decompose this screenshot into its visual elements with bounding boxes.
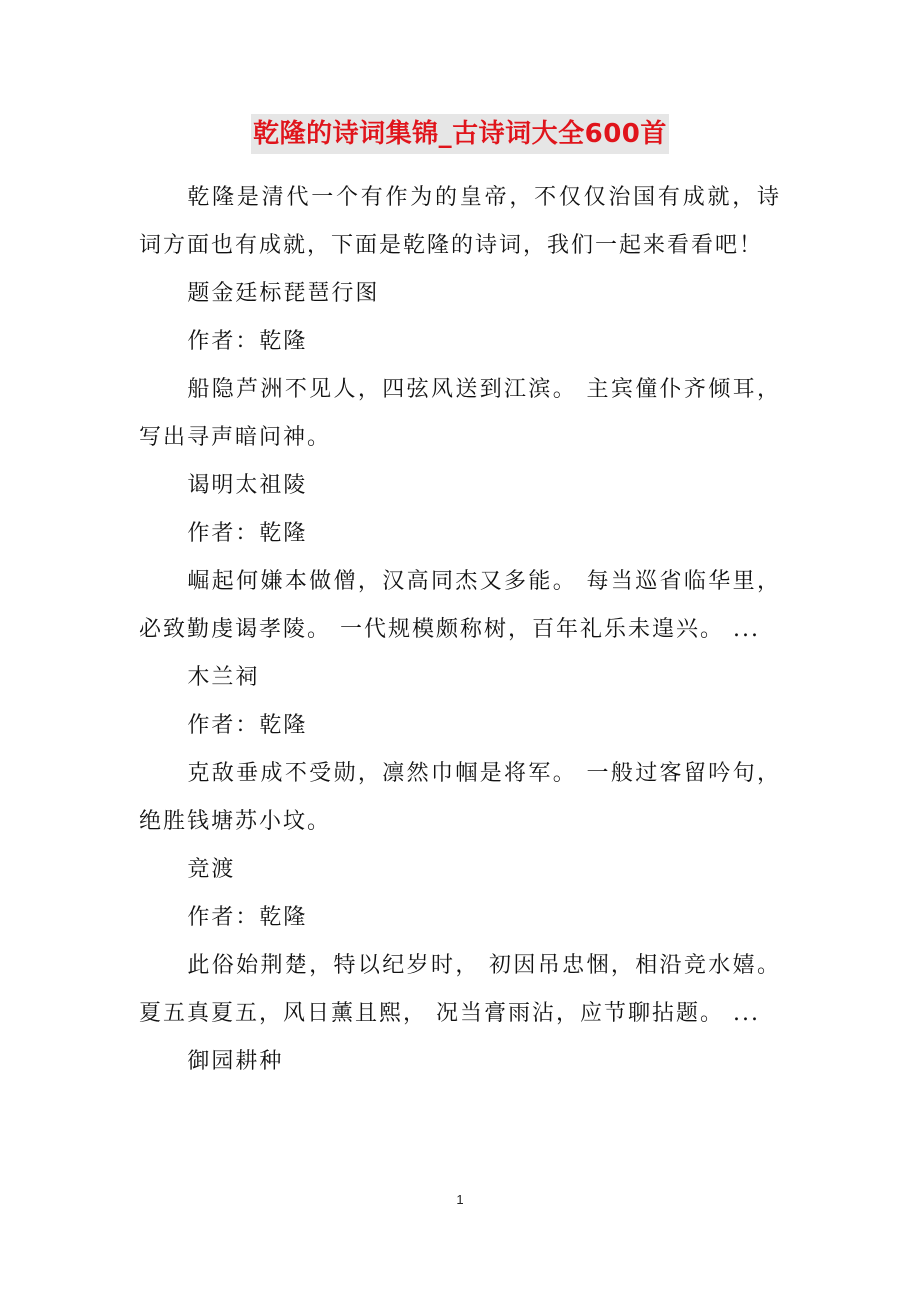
poem-author: 作者：乾隆 <box>187 329 308 354</box>
poem-title: 题金廷标琵琶行图 <box>187 281 380 306</box>
poem-text: 此俗始荆楚，特以纪岁时， 初因吊忠悃，相沿竞水嬉。 夏五真夏五，风日薰且熙， 况当膏雨沾，应节聊拈题。 ... <box>139 953 781 1026</box>
intro-paragraph: 乾隆是清代一个有作为的皇帝，不仅仅治国有成就，诗词方面也有成就，下面是乾隆的诗词，我们一起来看看吧！ <box>139 185 781 258</box>
poem-title: 御园耕种 <box>187 1049 284 1074</box>
poem-author: 作者：乾隆 <box>187 521 308 546</box>
page-number: 1 <box>456 1192 464 1207</box>
document-title: 乾隆的诗词集锦_古诗词大全600首 <box>251 114 669 154</box>
poem-title: 谒明太祖陵 <box>187 473 308 498</box>
poem-author: 作者：乾隆 <box>187 905 308 930</box>
poem-text: 克敌垂成不受勋，凛然巾帼是将军。 一般过客留吟句，绝胜钱塘苏小坟。 <box>139 761 781 834</box>
document-body <box>139 174 781 1086</box>
poem-text: 船隐芦洲不见人，四弦风送到江滨。 主宾僮仆齐倾耳，写出寻声暗问神。 <box>139 377 781 450</box>
poem-author: 作者：乾隆 <box>187 713 308 738</box>
poem-title: 竞渡 <box>187 857 236 882</box>
poem-text: 崛起何嫌本做僧，汉高同杰又多能。 每当巡省临华里，必致勤虔谒孝陵。 一代规模颇称树，百年礼乐未遑兴。 ... <box>139 569 781 642</box>
title-block <box>0 114 920 154</box>
poem-title: 木兰祠 <box>187 665 260 690</box>
